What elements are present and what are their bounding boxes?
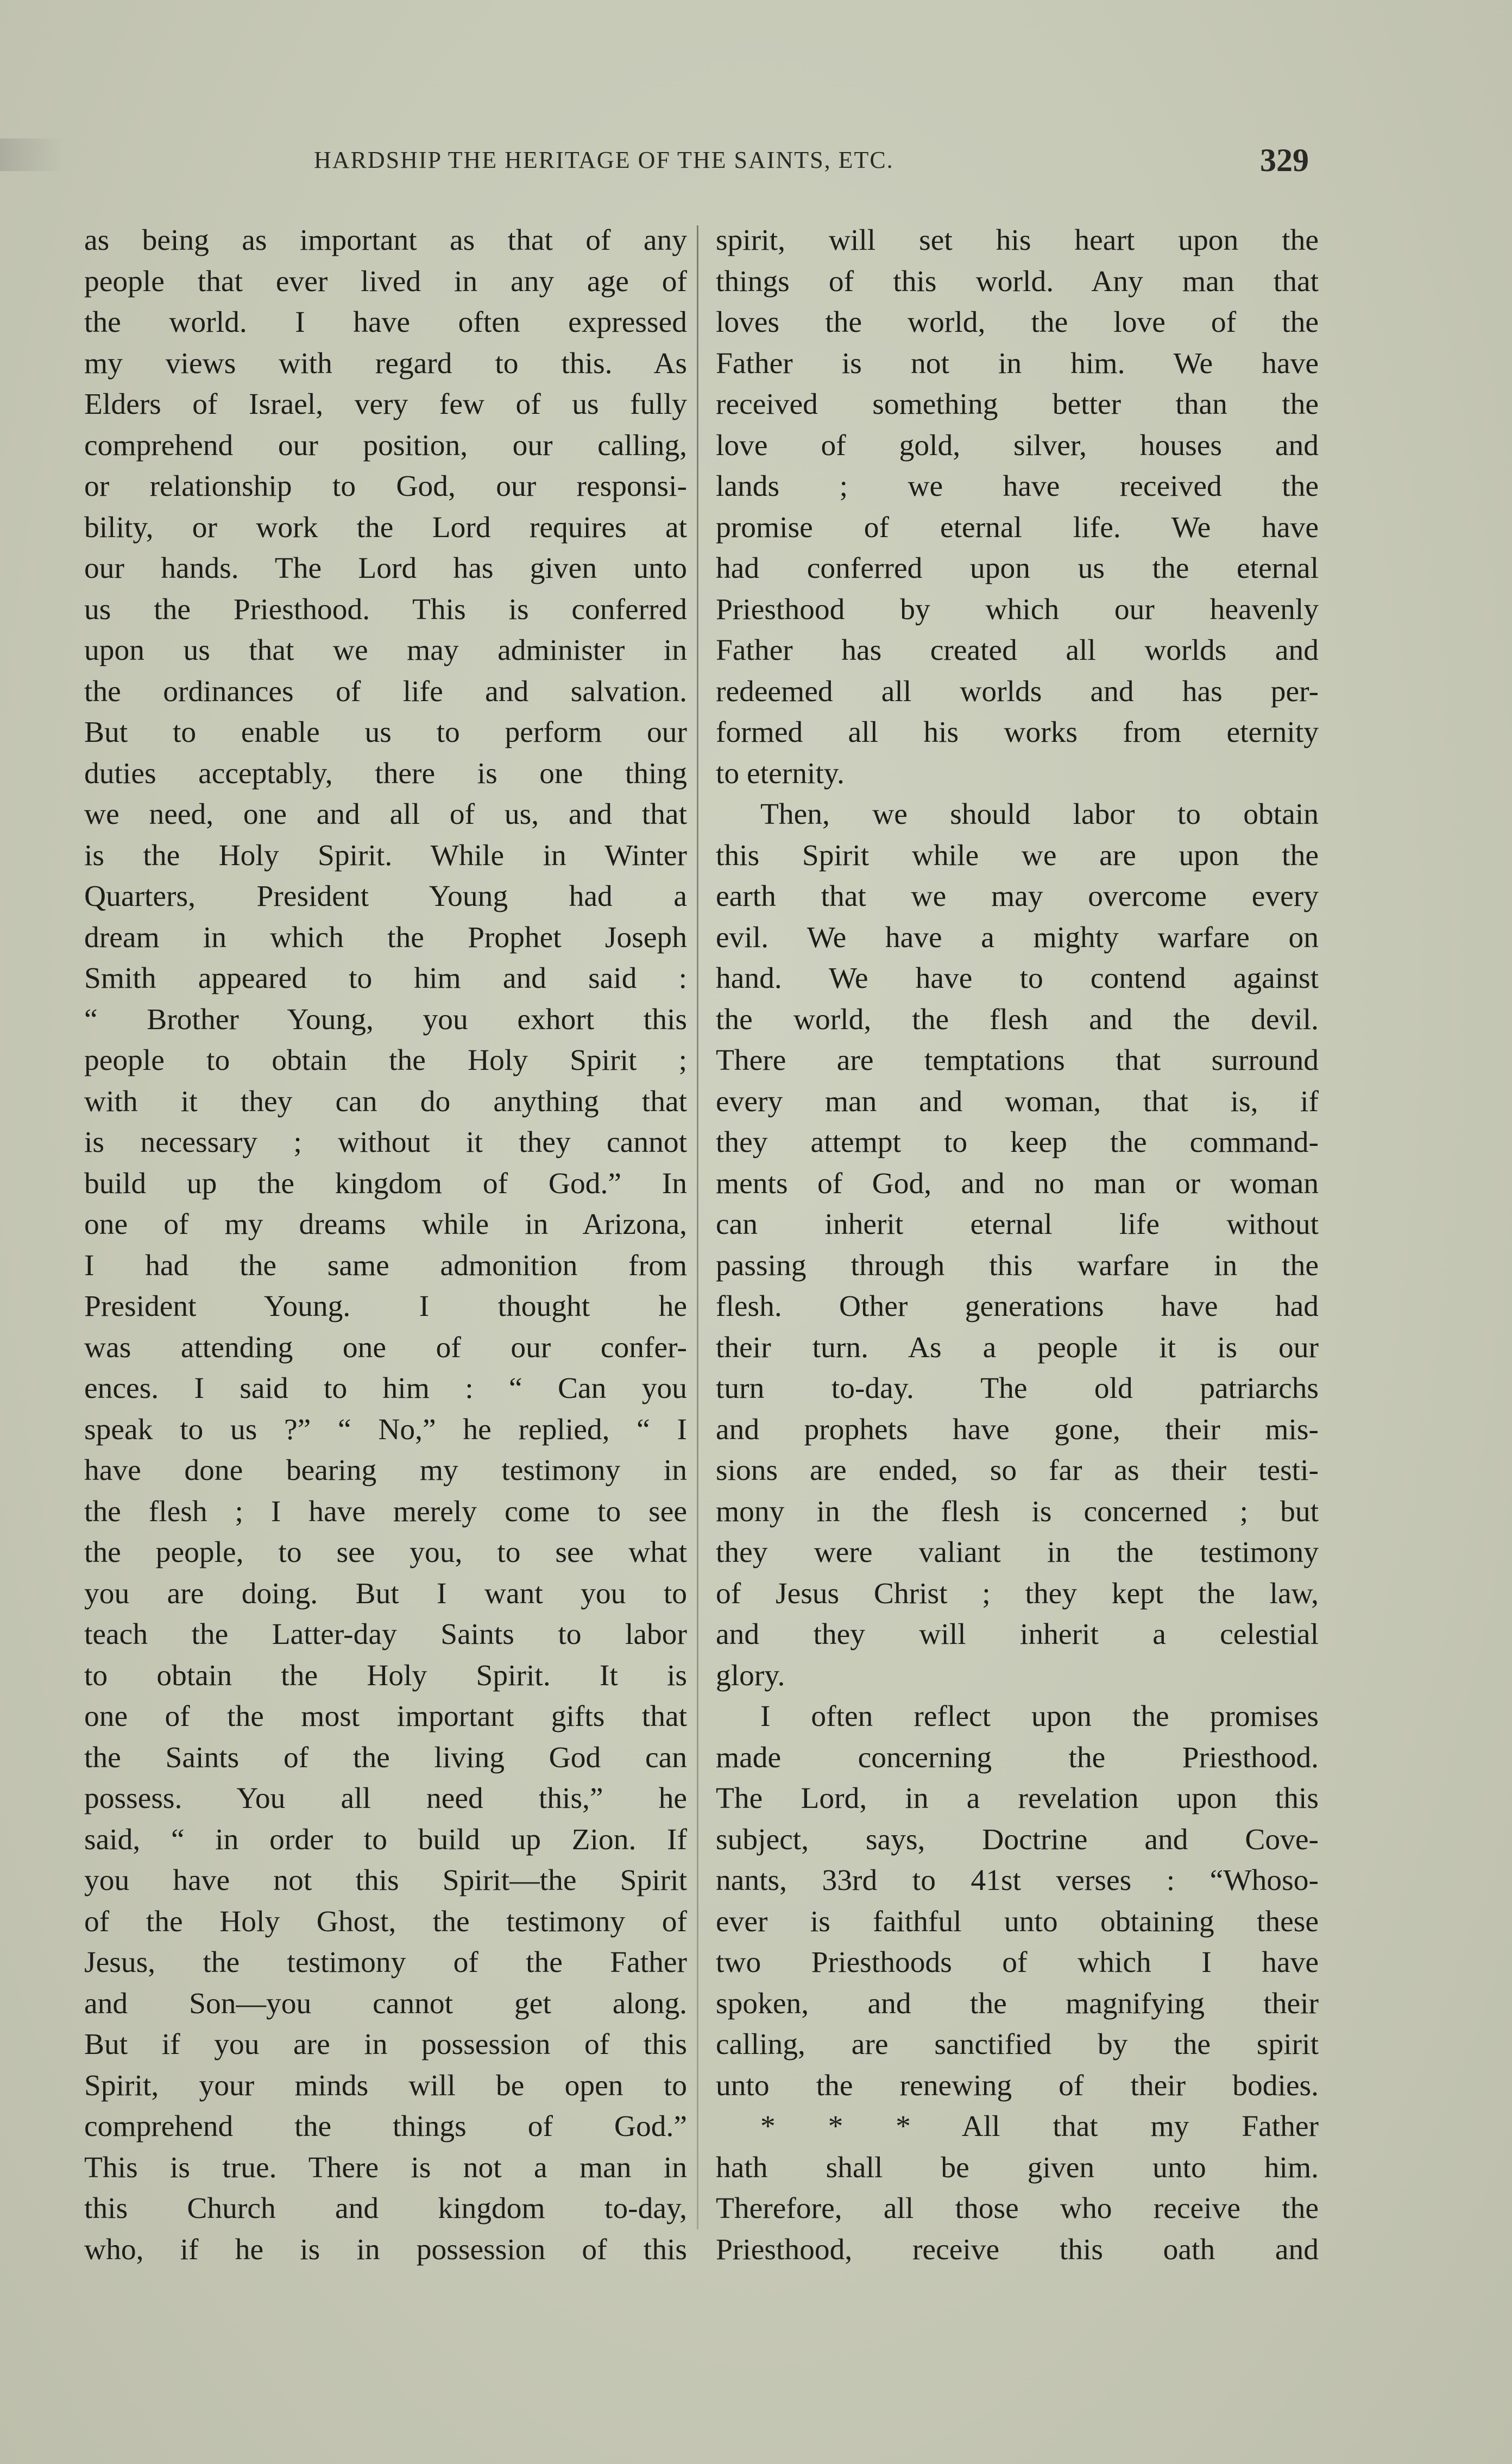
text-line: their turn. As a people it is our bbox=[716, 1331, 1319, 1364]
text-line: upon us that we may administer in bbox=[84, 634, 687, 667]
text-line: two Priesthoods of which I have bbox=[716, 1946, 1319, 1979]
text-line: I often reflect upon the promises bbox=[760, 1700, 1319, 1733]
text-line: and prophets have gone, their mis- bbox=[716, 1413, 1319, 1446]
text-line: comprehend our position, our calling, bbox=[84, 428, 687, 462]
text-line: can inherit eternal life without bbox=[716, 1208, 1319, 1241]
text-line: Priesthood, receive this oath and bbox=[716, 2233, 1319, 2266]
text-line: Elders of Israel, very few of us fully bbox=[84, 388, 687, 421]
text-line: said, “ in order to build up Zion. If bbox=[84, 1823, 687, 1856]
text-line: Then, we should labor to obtain bbox=[760, 798, 1319, 831]
page-number: 329 bbox=[1260, 142, 1309, 178]
right-text-column bbox=[716, 220, 1319, 2270]
text-line: who, if he is in possession of this bbox=[84, 2233, 687, 2266]
text-line: to obtain the Holy Spirit. It is bbox=[84, 1659, 687, 1692]
text-line: one of my dreams while in Arizona, bbox=[84, 1208, 687, 1241]
text-line: loves the world, the love of the bbox=[716, 306, 1319, 339]
text-line: turn to-day. The old patriarchs bbox=[716, 1372, 1319, 1405]
text-line: evil. We have a mighty warfare on bbox=[716, 921, 1319, 954]
text-line: my views with regard to this. As bbox=[84, 346, 687, 380]
text-line: is necessary ; without it they cannot bbox=[84, 1126, 687, 1159]
text-line: Smith appeared to him and said : bbox=[84, 962, 687, 995]
text-line: sions are ended, so far as their testi- bbox=[716, 1454, 1319, 1487]
text-line: mony in the flesh is concerned ; but bbox=[716, 1495, 1319, 1528]
text-line: ences. I said to him : “ Can you bbox=[84, 1372, 687, 1405]
running-title: HARDSHIP THE HERITAGE OF THE SAINTS, ETC. bbox=[314, 147, 894, 173]
text-line: teach the Latter-day Saints to labor bbox=[84, 1618, 687, 1651]
text-line: the people, to see you, to see what bbox=[84, 1536, 687, 1569]
text-line: people that ever lived in any age of bbox=[84, 264, 687, 298]
text-line: build up the kingdom of God.” In bbox=[84, 1167, 687, 1200]
text-line: Spirit, your minds will be open to bbox=[84, 2069, 687, 2102]
text-line: promise of eternal life. We have bbox=[716, 511, 1319, 544]
text-line: I had the same admonition from bbox=[84, 1249, 687, 1282]
column-divider bbox=[697, 225, 698, 2229]
text-line: possess. You all need this,” he bbox=[84, 1782, 687, 1815]
text-line: There are temptations that surround bbox=[716, 1044, 1319, 1077]
text-line: every man and woman, that is, if bbox=[716, 1085, 1319, 1118]
text-line: the ordinances of life and salvation. bbox=[84, 675, 687, 708]
text-line: formed all his works from eternity bbox=[716, 716, 1319, 749]
text-line: But to enable us to perform our bbox=[84, 716, 687, 749]
text-line: we need, one and all of us, and that bbox=[84, 798, 687, 831]
text-line: ever is faithful unto obtaining these bbox=[716, 1905, 1319, 1938]
text-line: you have not this Spirit—the Spirit bbox=[84, 1864, 687, 1897]
text-line: This is true. There is not a man in bbox=[84, 2151, 687, 2184]
text-line: our hands. The Lord has given unto bbox=[84, 552, 687, 585]
text-line: subject, says, Doctrine and Cove- bbox=[716, 1823, 1319, 1856]
text-line: the world. I have often expressed bbox=[84, 306, 687, 339]
text-line: things of this world. Any man that bbox=[716, 264, 1319, 298]
text-line: Quarters, President Young had a bbox=[84, 880, 687, 913]
text-line: glory. bbox=[716, 1659, 785, 1692]
text-line: received something better than the bbox=[716, 388, 1319, 421]
text-line: nants, 33rd to 41st verses : “Whoso- bbox=[716, 1864, 1319, 1897]
text-line: the world, the flesh and the devil. bbox=[716, 1003, 1319, 1036]
text-line: us the Priesthood. This is conferred bbox=[84, 593, 687, 626]
text-line: Father has created all worlds and bbox=[716, 634, 1319, 667]
text-line: this Spirit while we are upon the bbox=[716, 839, 1319, 872]
page-smudge bbox=[0, 138, 65, 171]
text-line: and Son—you cannot get along. bbox=[84, 1987, 687, 2020]
text-line: Therefore, all those who receive the bbox=[716, 2192, 1319, 2225]
text-line: or relationship to God, our responsi- bbox=[84, 470, 687, 503]
text-line: Jesus, the testimony of the Father bbox=[84, 1946, 687, 1979]
text-line: * * * All that my Father bbox=[760, 2110, 1319, 2143]
text-line: and they will inherit a celestial bbox=[716, 1618, 1319, 1651]
text-line: made concerning the Priesthood. bbox=[716, 1741, 1319, 1774]
text-line: they attempt to keep the command- bbox=[716, 1126, 1319, 1159]
text-line: love of gold, silver, houses and bbox=[716, 428, 1319, 462]
text-line: hath shall be given unto him. bbox=[716, 2151, 1319, 2184]
text-line: flesh. Other generations have had bbox=[716, 1290, 1319, 1323]
text-line: of the Holy Ghost, the testimony of bbox=[84, 1905, 687, 1938]
text-line: you are doing. But I want you to bbox=[84, 1577, 687, 1610]
text-line: earth that we may overcome every bbox=[716, 880, 1319, 913]
text-line: had conferred upon us the eternal bbox=[716, 552, 1319, 585]
text-line: President Young. I thought he bbox=[84, 1290, 687, 1323]
text-line: was attending one of our confer- bbox=[84, 1331, 687, 1364]
text-line: with it they can do anything that bbox=[84, 1085, 687, 1118]
text-line: as being as important as that of any bbox=[84, 224, 687, 257]
text-line: they were valiant in the testimony bbox=[716, 1536, 1319, 1569]
text-line: people to obtain the Holy Spirit ; bbox=[84, 1044, 687, 1077]
text-line: spirit, will set his heart upon the bbox=[716, 224, 1319, 257]
text-line: The Lord, in a revelation upon this bbox=[716, 1782, 1319, 1815]
text-line: hand. We have to contend against bbox=[716, 962, 1319, 995]
text-line: spoken, and the magnifying their bbox=[716, 1987, 1319, 2020]
text-line: “ Brother Young, you exhort this bbox=[84, 1003, 687, 1036]
text-line: passing through this warfare in the bbox=[716, 1249, 1319, 1282]
left-text-column bbox=[84, 220, 687, 2270]
text-line: have done bearing my testimony in bbox=[84, 1454, 687, 1487]
text-line: the Saints of the living God can bbox=[84, 1741, 687, 1774]
text-line: duties acceptably, there is one thing bbox=[84, 757, 687, 790]
text-line: Father is not in him. We have bbox=[716, 346, 1319, 380]
text-line: But if you are in possession of this bbox=[84, 2028, 687, 2061]
text-line: speak to us ?” “ No,” he replied, “ I bbox=[84, 1413, 687, 1446]
text-line: unto the renewing of their bodies. bbox=[716, 2069, 1319, 2102]
text-line: redeemed all worlds and has per- bbox=[716, 675, 1319, 708]
text-line: lands ; we have received the bbox=[716, 470, 1319, 503]
text-line: dream in which the Prophet Joseph bbox=[84, 921, 687, 954]
text-line: to eternity. bbox=[716, 757, 845, 790]
text-line: this Church and kingdom to-day, bbox=[84, 2192, 687, 2225]
text-line: comprehend the things of God.” bbox=[84, 2110, 687, 2143]
text-line: bility, or work the Lord requires at bbox=[84, 511, 687, 544]
text-line: of Jesus Christ ; they kept the law, bbox=[716, 1577, 1319, 1610]
text-line: is the Holy Spirit. While in Winter bbox=[84, 839, 687, 872]
text-line: the flesh ; I have merely come to see bbox=[84, 1495, 687, 1528]
text-line: ments of God, and no man or woman bbox=[716, 1167, 1319, 1200]
page-header bbox=[81, 136, 1309, 185]
text-line: one of the most important gifts that bbox=[84, 1700, 687, 1733]
text-line: calling, are sanctified by the spirit bbox=[716, 2028, 1319, 2061]
text-line: Priesthood by which our heavenly bbox=[716, 593, 1319, 626]
